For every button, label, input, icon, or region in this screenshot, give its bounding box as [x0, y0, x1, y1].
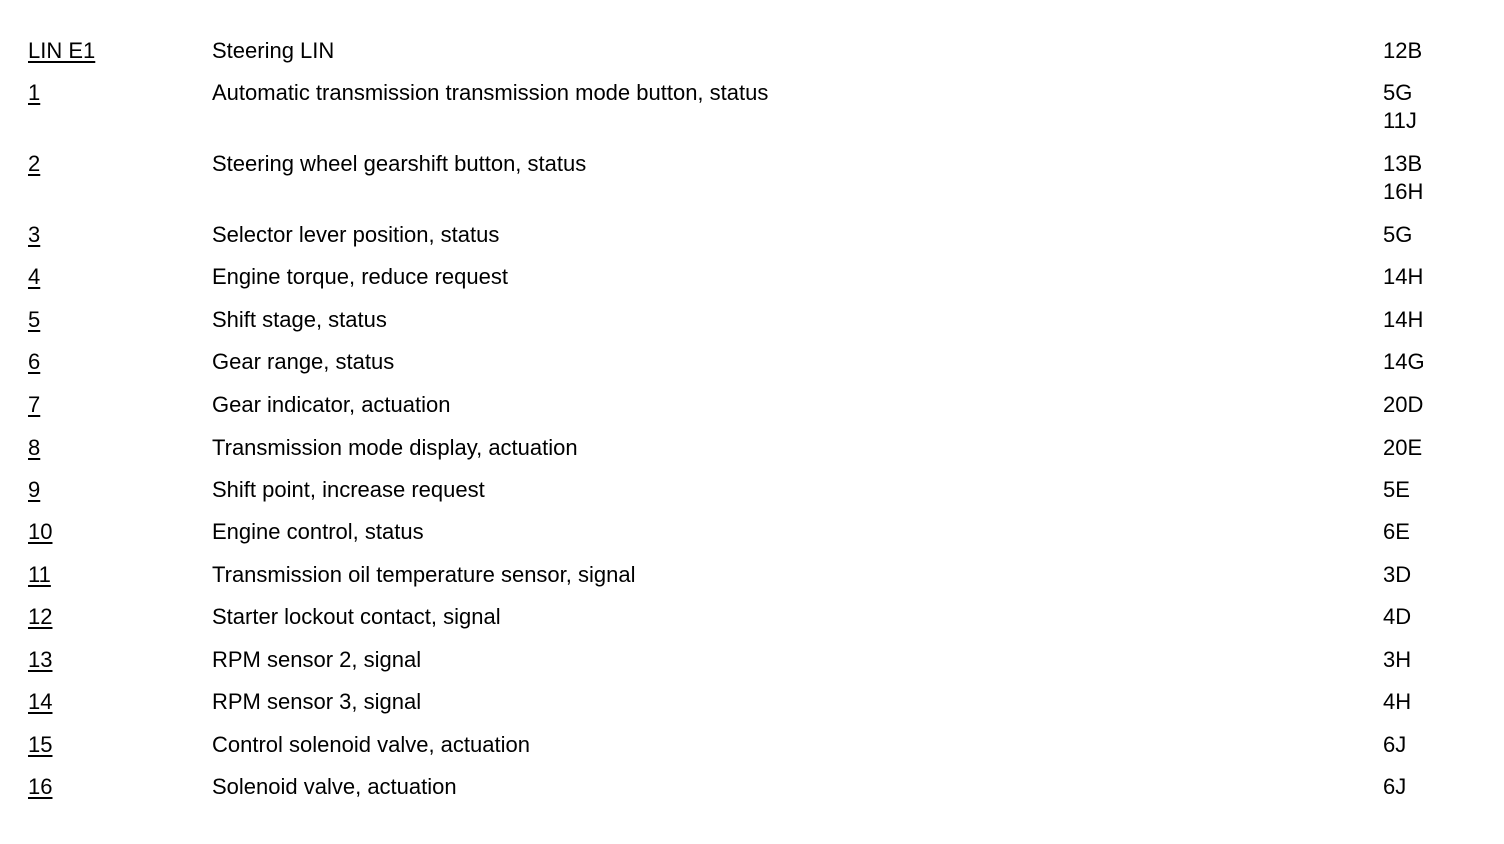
legend-grid-refs — [1383, 603, 1411, 631]
legend-code-link[interactable]: 15 — [28, 732, 53, 757]
legend-grid-refs — [1383, 434, 1422, 462]
legend-grid-refs — [1383, 391, 1423, 419]
legend-description: RPM sensor 3, signal — [212, 689, 422, 714]
legend-description: Gear indicator, actuation — [212, 392, 451, 417]
legend-grid-refs — [1383, 79, 1417, 135]
legend-grid-refs — [1383, 646, 1411, 674]
legend-grid-refs — [1383, 263, 1423, 291]
legend-grid-refs — [1383, 518, 1410, 546]
grid-reference: 12B — [1383, 38, 1423, 63]
legend-code-link[interactable]: 12 — [28, 604, 53, 629]
grid-reference: 5E — [1383, 477, 1410, 502]
legend-description: Gear range, status — [212, 349, 395, 374]
legend-code-link[interactable]: 16 — [28, 774, 53, 799]
legend-grid-refs — [1383, 688, 1411, 716]
legend-code-link[interactable]: 3 — [28, 222, 41, 247]
legend-description: Shift point, increase request — [212, 477, 485, 502]
legend-code-link[interactable]: 5 — [28, 307, 41, 332]
legend-code-link[interactable]: 6 — [28, 349, 41, 374]
grid-reference: 3H — [1383, 647, 1412, 672]
legend-code-link[interactable]: 9 — [28, 477, 41, 502]
legend-description: Engine control, status — [212, 519, 424, 544]
legend-description: Selector lever position, status — [212, 222, 500, 247]
legend-description: Control solenoid valve, actuation — [212, 732, 530, 757]
grid-reference: 14G — [1383, 349, 1425, 374]
legend-grid-refs — [1383, 37, 1422, 65]
grid-reference: 5G — [1383, 80, 1413, 105]
grid-reference: 20E — [1383, 435, 1423, 460]
grid-reference: 4H — [1383, 689, 1412, 714]
legend-description: Steering wheel gearshift button, status — [212, 151, 587, 176]
legend-description: Transmission oil temperature sensor, signal — [212, 562, 636, 587]
grid-reference: 3D — [1383, 562, 1412, 587]
legend-description: Steering LIN — [212, 38, 335, 63]
legend-code-link[interactable]: LIN E1 — [28, 38, 96, 63]
grid-reference: 20D — [1383, 392, 1424, 417]
legend-code-link[interactable]: 7 — [28, 392, 41, 417]
grid-reference: 5G — [1383, 222, 1413, 247]
legend-code-link[interactable]: 4 — [28, 264, 41, 289]
legend-grid-refs — [1383, 150, 1423, 206]
legend-grid-refs — [1383, 306, 1423, 334]
legend-grid-refs — [1383, 348, 1425, 376]
grid-reference: 4D — [1383, 604, 1412, 629]
grid-reference: 13B — [1383, 151, 1423, 176]
legend-grid-refs — [1383, 476, 1410, 504]
legend-description: Automatic transmission transmission mode button, status — [212, 80, 769, 105]
legend-grid-refs — [1383, 221, 1412, 249]
legend-code-link[interactable]: 11 — [28, 562, 51, 587]
legend-description: Transmission mode display, actuation — [212, 435, 578, 460]
legend-code-link[interactable]: 2 — [28, 151, 41, 176]
grid-reference: 14H — [1383, 264, 1424, 289]
legend-grid-refs — [1383, 561, 1411, 589]
legend-code-link[interactable]: 13 — [28, 647, 53, 672]
legend-description: Shift stage, status — [212, 307, 387, 332]
legend-description: Solenoid valve, actuation — [212, 774, 457, 799]
grid-reference: 6E — [1383, 519, 1410, 544]
legend-code-link[interactable]: 14 — [28, 689, 53, 714]
legend-grid-refs — [1383, 731, 1406, 759]
grid-reference: 6J — [1383, 774, 1407, 799]
legend-description: Engine torque, reduce request — [212, 264, 508, 289]
legend-code-link[interactable]: 1 — [28, 80, 41, 105]
grid-reference: 16H — [1383, 179, 1424, 204]
legend-description: RPM sensor 2, signal — [212, 647, 422, 672]
grid-reference: 11J — [1383, 108, 1417, 133]
grid-reference: 6J — [1383, 732, 1407, 757]
legend-grid-refs — [1383, 773, 1406, 801]
legend-code-link[interactable]: 10 — [28, 519, 53, 544]
legend-code-link[interactable]: 8 — [28, 435, 41, 460]
grid-reference: 14H — [1383, 307, 1424, 332]
legend-description: Starter lockout contact, signal — [212, 604, 501, 629]
